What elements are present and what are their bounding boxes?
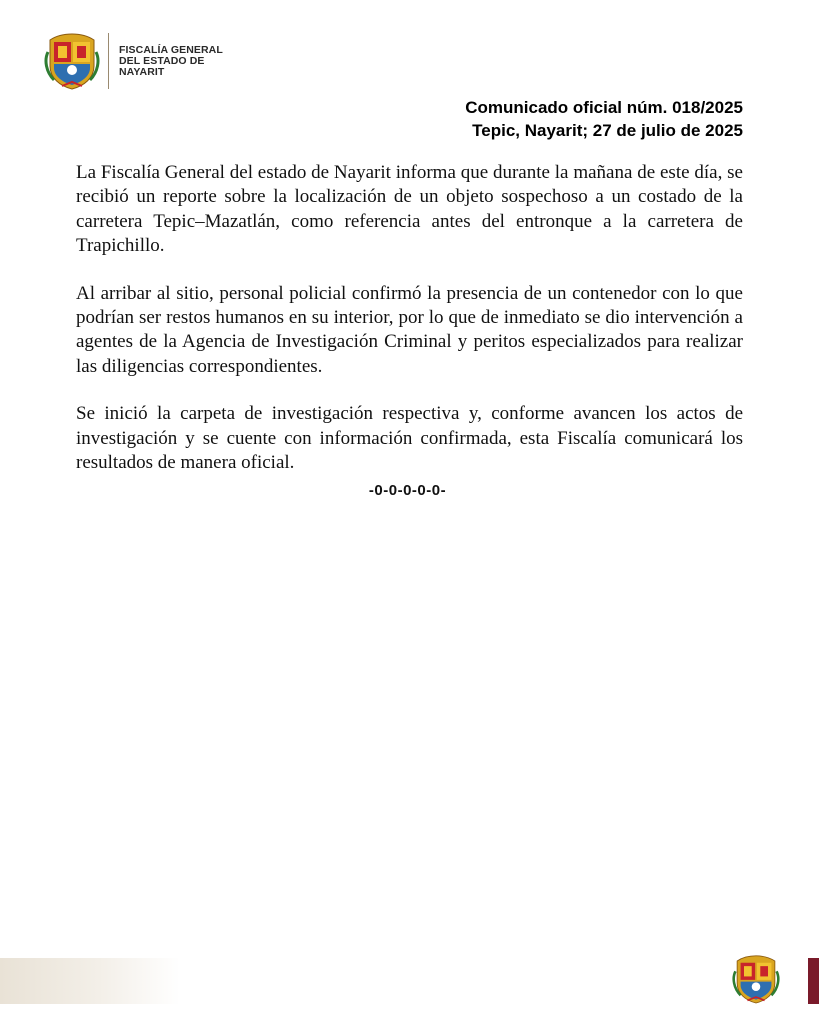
communique-number: Comunicado oficial núm. 018/2025 <box>465 98 743 117</box>
paragraph-2: Al arribar al sitio, personal policial confirmó la presencia de un contenedor con lo que podrían ser restos humanos en su interior, por lo que de inmediato se dio intervención a agentes de la Agencia de Investigación Criminal y peritos especializados para realizar las diligencias correspondientes. <box>76 282 743 377</box>
footer-band <box>0 958 180 1004</box>
footer-coat-of-arms-icon <box>732 954 780 1004</box>
footer-accent-bar <box>808 958 819 1004</box>
coat-of-arms-icon <box>44 32 100 90</box>
paragraph-3: Se inició la carpeta de investigación respectiva y, conforme avancen los actos de investigación y se cuente con información confirmada, esta Fiscalía comunicará los resultados de manera oficial. <box>76 403 743 474</box>
letterhead <box>44 32 223 90</box>
org-name: FISCALÍA GENERAL DEL ESTADO DE NAYARIT <box>119 43 223 78</box>
communique-body <box>76 161 743 504</box>
communique-reference <box>465 96 743 142</box>
closing-mark: -0-0-0-0-0- <box>368 482 447 500</box>
header-divider <box>108 33 109 89</box>
paragraph-1: La Fiscalía General del estado de Nayarit informa que durante la mañana de este día, se recibió un reporte sobre la localización de un objeto sospechoso a un costado de la carretera Tepic–Mazatlán, como referencia antes del entronque a la carretera de Trapichillo. <box>76 162 743 257</box>
place-date: Tepic, Nayarit; 27 de julio de 2025 <box>472 121 743 140</box>
